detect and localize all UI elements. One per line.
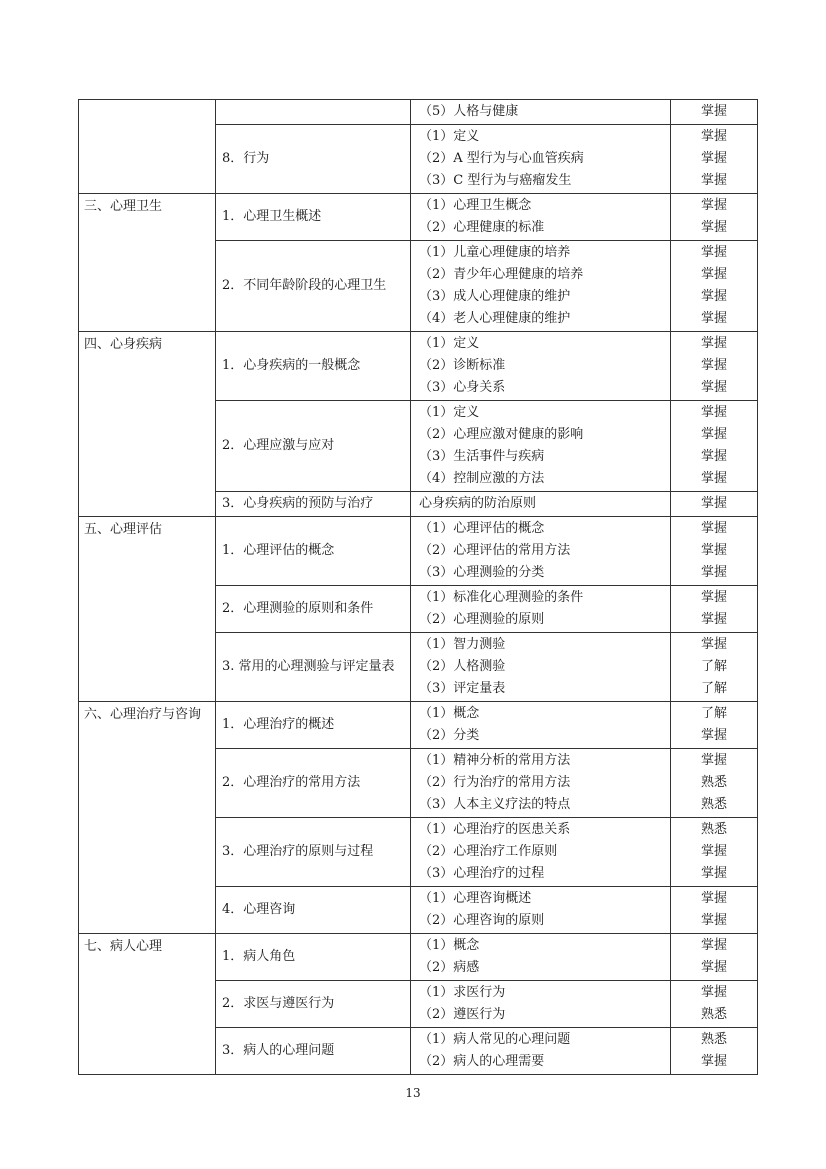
list-item: （1）心理卫生概念: [419, 198, 532, 213]
syllabus-table-body: [79, 100, 758, 1075]
list-item: （1）心理评估的概念: [419, 521, 545, 536]
requirement-levels: [671, 1028, 758, 1075]
requirement-level: 掌握: [700, 471, 727, 486]
requirement-level: 掌握: [700, 405, 727, 420]
topic-items: [411, 241, 671, 332]
page-number: 13: [405, 1086, 421, 1100]
list-item: （1）儿童心理健康的培养: [419, 245, 571, 260]
topic-name: 2．心理测验的原则和条件: [216, 586, 411, 633]
topic-name: 1．心理卫生概述: [216, 194, 411, 241]
requirement-levels: [671, 818, 758, 887]
requirement-level: 掌握: [700, 612, 727, 627]
topic-items: [411, 633, 671, 702]
requirement-level: 熟悉: [700, 775, 727, 790]
list-item: （1）标准化心理测验的条件: [419, 590, 584, 605]
unit-title: [79, 100, 216, 194]
table-row: [79, 332, 758, 401]
requirement-level: 掌握: [700, 753, 727, 768]
requirement-level: 掌握: [700, 866, 727, 881]
list-item: （2）病感: [419, 960, 480, 975]
requirement-level: 掌握: [700, 449, 727, 464]
list-item: （1）求医行为: [419, 985, 506, 1000]
list-item: （2）诊断标准: [419, 358, 506, 373]
requirement-level: 熟悉: [700, 797, 727, 812]
requirement-level: 掌握: [700, 267, 727, 282]
unit-title: 五、心理评估: [79, 517, 216, 702]
requirement-levels: [671, 241, 758, 332]
requirement-levels: [671, 492, 758, 517]
requirement-levels: [671, 517, 758, 586]
topic-name: 3．病人的心理问题: [216, 1028, 411, 1075]
requirement-level: 掌握: [700, 104, 727, 119]
topic-items: [411, 981, 671, 1028]
list-item: （2）心理应激对健康的影响: [419, 427, 584, 442]
requirement-levels: [671, 749, 758, 818]
list-item: （4）老人心理健康的维护: [419, 311, 571, 326]
list-item: （3）生活事件与疾病: [419, 449, 545, 464]
requirement-level: 掌握: [700, 844, 727, 859]
list-item: （5）人格与健康: [419, 104, 519, 119]
requirement-levels: [671, 981, 758, 1028]
list-item: （3）人本主义疗法的特点: [419, 797, 571, 812]
requirement-level: 了解: [700, 659, 727, 674]
list-item: （1）精神分析的常用方法: [419, 753, 571, 768]
topic-items: [411, 517, 671, 586]
unit-title: 三、心理卫生: [79, 194, 216, 332]
topic-items: [411, 818, 671, 887]
requirement-level: 掌握: [700, 245, 727, 260]
list-item: （2）病人的心理需要: [419, 1054, 545, 1069]
topic-name: 2．求医与遵医行为: [216, 981, 411, 1028]
topic-name: 3. 常用的心理测验与评定量表: [216, 633, 411, 702]
requirement-level: 掌握: [700, 985, 727, 1000]
topic-name: 3．心理治疗的原则与过程: [216, 818, 411, 887]
list-item: （1）病人常见的心理问题: [419, 1032, 571, 1047]
requirement-level: 掌握: [700, 311, 727, 326]
topic-items: [411, 702, 671, 749]
list-item: （2）心理健康的标准: [419, 220, 545, 235]
list-item: （2）心理评估的常用方法: [419, 543, 571, 558]
list-item: （3）心身关系: [419, 380, 506, 395]
table-row: [79, 517, 758, 586]
requirement-level: 掌握: [700, 913, 727, 928]
requirement-levels: [671, 633, 758, 702]
list-item: （2）人格测验: [419, 659, 506, 674]
topic-name: [216, 100, 411, 125]
list-item: （1）心理咨询概述: [419, 891, 532, 906]
list-item: （1）定义: [419, 129, 480, 144]
list-item: （1）智力测验: [419, 637, 506, 652]
topic-name: 1．心理治疗的概述: [216, 702, 411, 749]
topic-name: 1．心理评估的概念: [216, 517, 411, 586]
list-item: （2）行为治疗的常用方法: [419, 775, 571, 790]
requirement-level: 掌握: [700, 198, 727, 213]
table-row: [79, 194, 758, 241]
requirement-level: 掌握: [700, 336, 727, 351]
topic-name: 2．心理应激与应对: [216, 401, 411, 492]
topic-items: [411, 749, 671, 818]
requirement-levels: [671, 332, 758, 401]
requirement-level: 熟悉: [700, 822, 727, 837]
topic-items: [411, 934, 671, 981]
topic-items: [411, 492, 671, 517]
topic-name: 2．不同年龄阶段的心理卫生: [216, 241, 411, 332]
requirement-levels: [671, 125, 758, 194]
requirement-levels: [671, 702, 758, 749]
requirement-level: 掌握: [700, 590, 727, 605]
requirement-level: 掌握: [700, 358, 727, 373]
requirement-level: 掌握: [700, 543, 727, 558]
requirement-level: 掌握: [700, 521, 727, 536]
table-row: [79, 100, 758, 125]
unit-title: 七、病人心理: [79, 934, 216, 1075]
topic-items: [411, 586, 671, 633]
requirement-level: 掌握: [700, 427, 727, 442]
list-item: （2）青少年心理健康的培养: [419, 267, 584, 282]
list-item: （2）A 型行为与心血管疾病: [419, 151, 584, 166]
topic-items: [411, 332, 671, 401]
requirement-level: 掌握: [700, 220, 727, 235]
topic-items: [411, 887, 671, 934]
requirement-levels: [671, 586, 758, 633]
list-item: （3）心理治疗的过程: [419, 866, 545, 881]
topic-items: [411, 401, 671, 492]
table-row: [79, 934, 758, 981]
requirement-level: 掌握: [700, 496, 727, 511]
unit-title: 四、心身疾病: [79, 332, 216, 517]
requirement-levels: [671, 401, 758, 492]
topic-name: 4．心理咨询: [216, 887, 411, 934]
list-item: （3）心理测验的分类: [419, 565, 545, 580]
requirement-level: 掌握: [700, 173, 727, 188]
requirement-level: 熟悉: [700, 1032, 727, 1047]
requirement-level: 掌握: [700, 960, 727, 975]
list-item: （1）心理治疗的医患关系: [419, 822, 571, 837]
list-item: （1）定义: [419, 405, 480, 420]
requirement-level: 掌握: [700, 289, 727, 304]
list-item: （3）成人心理健康的维护: [419, 289, 571, 304]
requirement-level: 掌握: [700, 891, 727, 906]
list-item: （2）遵医行为: [419, 1007, 506, 1022]
topic-items: [411, 125, 671, 194]
topic-items: [411, 100, 671, 125]
requirement-level: 掌握: [700, 1054, 727, 1069]
list-item: （2）心理咨询的原则: [419, 913, 545, 928]
list-item: （3）C 型行为与癌瘤发生: [419, 173, 572, 188]
requirement-level: 了解: [700, 681, 727, 696]
topic-name: 8．行为: [216, 125, 411, 194]
requirement-level: 掌握: [700, 938, 727, 953]
topic-name: 1．病人角色: [216, 934, 411, 981]
topic-items: [411, 1028, 671, 1075]
requirement-levels: [671, 934, 758, 981]
syllabus-table: [78, 99, 758, 1075]
unit-title: 六、心理治疗与咨询: [79, 702, 216, 934]
table-row: [79, 702, 758, 749]
requirement-levels: [671, 100, 758, 125]
list-item: （2）心理治疗工作原则: [419, 844, 558, 859]
topic-items: [411, 194, 671, 241]
requirement-level: 熟悉: [700, 1007, 727, 1022]
requirement-level: 掌握: [700, 565, 727, 580]
topic-name: 2．心理治疗的常用方法: [216, 749, 411, 818]
list-item: （4）控制应激的方法: [419, 471, 545, 486]
requirement-level: 掌握: [700, 380, 727, 395]
requirement-level: 掌握: [700, 151, 727, 166]
list-item: （2）分类: [419, 728, 480, 743]
requirement-levels: [671, 194, 758, 241]
topic-name: 3．心身疾病的预防与治疗: [216, 492, 411, 517]
list-item: （2）心理测验的原则: [419, 612, 545, 627]
topic-name: 1．心身疾病的一般概念: [216, 332, 411, 401]
requirement-levels: [671, 887, 758, 934]
list-item: （1）概念: [419, 706, 480, 721]
list-item: （1）定义: [419, 336, 480, 351]
requirement-level: 掌握: [700, 637, 727, 652]
list-item: （1）概念: [419, 938, 480, 953]
requirement-level: 掌握: [700, 728, 727, 743]
list-item: 心身疾病的防治原则: [419, 496, 537, 511]
list-item: （3）评定量表: [419, 681, 506, 696]
requirement-level: 了解: [700, 706, 727, 721]
requirement-level: 掌握: [700, 129, 727, 144]
